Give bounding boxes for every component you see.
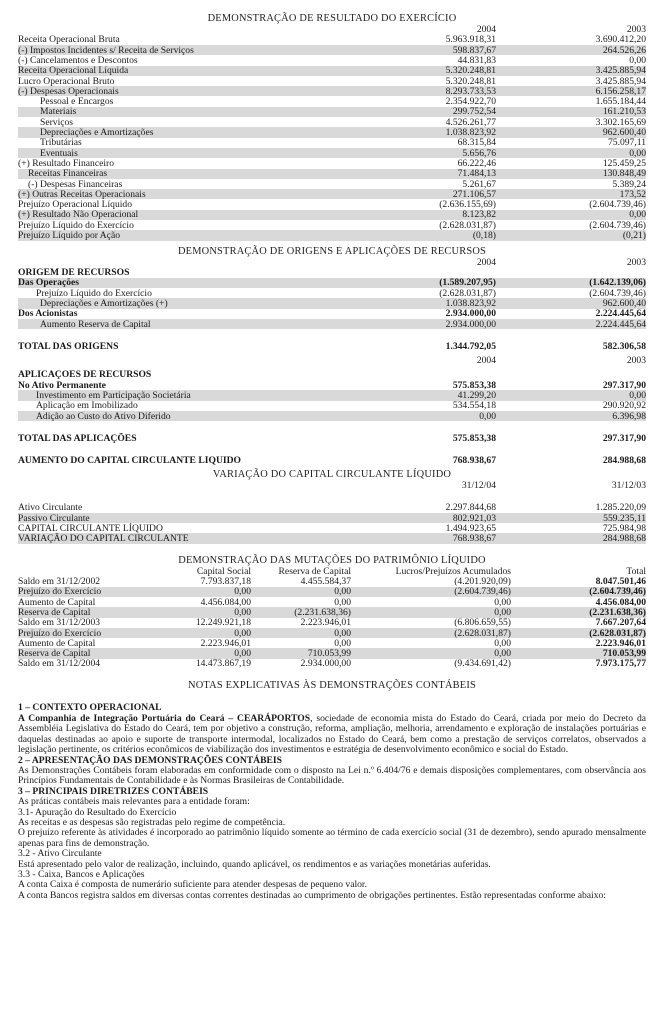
note-3-heading: 3 – PRINCIPAIS DIRETRIZES CONTÁBEIS: [18, 785, 209, 797]
dmpl-header-lucros: Lucros/Prejuízos Acumulados: [395, 566, 511, 577]
origem-value-v2004: 2.934.000,00: [346, 319, 496, 329]
dmpl-row: [18, 648, 646, 658]
dre-value-v2004: 5.320.248,81: [445, 75, 496, 87]
dmpl-row: [18, 628, 646, 638]
note-1-heading: 1 – CONTEXTO OPERACIONAL: [18, 702, 162, 714]
ccl-label: VARIAÇÃO DO CAPITAL CIRCULANTE: [18, 533, 346, 543]
dmpl-header-total: Total: [626, 566, 646, 577]
dre-row: [18, 76, 646, 86]
ccl-value-v2: 284.988,68: [496, 533, 646, 543]
doar-year-2004: 2004: [476, 257, 496, 268]
aplic-value-v2003: 290.920,92: [602, 400, 646, 411]
dre-value-v2003: 125.459,25: [602, 158, 646, 169]
origem-value-v2004: (1.589.207,95): [346, 278, 496, 288]
ccl-label: CAPITAL CIRCULANTE LÍQUIDO: [18, 523, 163, 534]
aumento-ccl-2003: 284.988,68: [602, 455, 646, 466]
total-aplicacoes-2003: 297.317,90: [602, 433, 646, 444]
dre-year-2003: 2003: [626, 24, 646, 35]
dre-label: (-) Despesas Financeiras: [28, 178, 123, 190]
note-2-text: As Demonstrações Contábeis foram elaboradas em conformidade com o disposto na Lei n.º 6.404/76 e demais disposições complementares, com observância aos Princípios Fundamentais de Contabilidade e às Normas Brasileiras de Contabilidade.: [18, 764, 646, 787]
dmpl-label: Aumento de Capital: [18, 638, 96, 649]
dmpl-value-c2: 0,00: [251, 587, 351, 597]
note-3-line: As receitas e as despesas são registradas pelo regime de competência.: [18, 816, 286, 828]
dre-value-v2004: 8.123,82: [346, 210, 496, 220]
dre-row: [18, 179, 646, 189]
dre-label: Receitas Financeiras: [18, 169, 346, 179]
dre-label: Prejuízo Líquido do Exercício: [18, 220, 134, 231]
dre-value-v2004: 598.837,67: [346, 45, 496, 55]
dre-value-v2003: (2.604.739,46): [589, 220, 646, 231]
aplic-label: No Ativo Permanente: [18, 380, 106, 391]
dre-label: (-) Cancelamentos e Descontos: [18, 55, 138, 66]
aplic-value-v2004: 41.299,20: [346, 390, 496, 400]
dre-value-v2003: 130.848,49: [496, 169, 646, 179]
dmpl-value-c3: (6.806.659,55): [454, 617, 511, 628]
dre-value-v2004: 5.963.918,31: [445, 34, 496, 45]
dmpl-value-total: 8.047.501,46: [595, 576, 646, 587]
ccl-value-v1: 1.494.923,65: [445, 523, 496, 534]
dre-label: (-) Despesas Operacionais: [18, 86, 346, 96]
total-origens-2004: 1.344.792,05: [445, 341, 496, 352]
dre-value-v2003: 75.097,11: [607, 137, 646, 148]
aplic-label: Adição ao Custo do Ativo Diferido: [18, 411, 346, 421]
doar-year-2003-b: 2003: [626, 355, 646, 366]
dmpl-row: [18, 607, 646, 617]
dre-value-v2004: 8.293.733,53: [346, 86, 496, 96]
dmpl-label: Saldo em 31/12/2004: [18, 658, 101, 670]
origem-value-v2003: (2.604.739,46): [589, 287, 646, 299]
note-1-company: A Companhia de Integração Portuária do Ceará – CEARÁPORTOS: [18, 712, 311, 724]
dmpl-value-c1: 0,00: [126, 648, 251, 658]
doar-year-2004-b: 2004: [476, 355, 496, 366]
aplic-value-v2004: 0,00: [346, 411, 496, 421]
aplic-heading-row: [18, 370, 646, 380]
note-3-line: A conta Bancos registra saldos em diversas contas correntes destinadas ao cumprimento de obrigações pertinentes. Estão representadas conforme abaixo:: [18, 889, 606, 901]
dre-row: [18, 199, 646, 209]
dmpl-header-capital: Capital Social: [196, 566, 251, 577]
ccl-date-2004: 31/12/04: [461, 480, 496, 491]
dre-label: Eventuais: [18, 148, 346, 158]
note-3-line: 3.1- Apuração do Resultado do Exercício: [18, 806, 177, 818]
dmpl-value-c3: (2.604.739,46): [351, 587, 511, 597]
dre-row: [18, 158, 646, 168]
aplic-row: [18, 390, 646, 400]
dre-label: Depreciações e Amortizações: [18, 127, 346, 137]
total-origens-row: [18, 341, 646, 351]
ccl-table: [18, 480, 646, 543]
dre-row: [18, 189, 646, 199]
note-1-body: , sociedade de economia mista do Estado do Ceará, criada por meio do Decreto da Assembléia Legislativa do Estado do Ceará, tem por objetivo a construção, reforma, ampliação, melhoria, arrendamento e exploração de instalações portuárias e daquelas destinadas ao apoio e suporte de transporte intermodal, localizados no Estado do Ceará, bem como a prestação de serviços correlatos, observados a legislação pertinente, os critérios econômicos de viabilização dos investimentos e estratégia de desenvolvimento econômico e social do Estado.: [18, 712, 646, 756]
dre-value-v2004: 299.752,54: [346, 107, 496, 117]
dre-row: [18, 86, 646, 96]
dre-value-v2004: 68.315,84: [457, 137, 496, 148]
origem-value-v2004: 2.934.000,00: [445, 308, 496, 319]
dmpl-value-total: 7.667.207,64: [595, 617, 646, 628]
dre-value-v2004: 2.354.922,70: [445, 96, 496, 107]
dre-value-v2003: 6.156.258,17: [496, 86, 646, 96]
origem-value-v2003: (1.642.139,06): [496, 278, 646, 288]
dre-label: (-) Impostos Incidentes s/ Receita de Serviços: [18, 45, 346, 55]
dre-label: Receita Operacional Bruta: [18, 34, 120, 45]
origem-heading: ORIGEM DE RECURSOS: [18, 267, 130, 278]
dre-row: [18, 66, 646, 76]
aplic-value-v2004: 575.853,38: [452, 380, 496, 391]
ccl-value-v2: 1.285.220,09: [595, 502, 646, 513]
dmpl-value-total: (2.604.739,46): [511, 587, 646, 597]
note-2-heading: 2 – APRESENTAÇÃO DAS DEMONSTRAÇÕES CONTÁBEIS: [18, 754, 282, 766]
dmpl-value-c1: 0,00: [126, 587, 251, 597]
dmpl-header-reserva: Reserva de Capital: [278, 566, 351, 577]
origem-label: Prejuízo Líquido do Exercício: [36, 287, 152, 299]
dre-value-v2003: (0,21): [496, 230, 646, 240]
dmpl-value-c1: 0,00: [126, 628, 251, 638]
dmpl-value-c2: 4.455.584,37: [300, 576, 351, 587]
dmpl-value-total: (2.231.638,36): [511, 607, 646, 617]
doar-year-2003: 2003: [626, 257, 646, 268]
dre-label: Pessoal e Encargos: [40, 96, 114, 107]
dmpl-value-total: (2.628.031,87): [511, 628, 646, 638]
ccl-row: [18, 533, 646, 543]
note-1-text: [18, 714, 646, 756]
dre-label: Lucro Operacional Bruto: [18, 75, 115, 87]
dre-row: [18, 138, 646, 148]
dre-value-v2003: 173,52: [496, 189, 646, 199]
aumento-ccl-label: AUMENTO DO CAPITAL CIRCULANTE LÍQUIDO: [18, 455, 241, 466]
dre-label: Materiais: [18, 107, 346, 117]
dre-value-v2003: 3.425.885,94: [496, 66, 646, 76]
ccl-value-v2: 725.984,98: [602, 523, 646, 534]
origem-row: [18, 309, 646, 319]
dre-row: [18, 148, 646, 158]
doar-title: DEMONSTRAÇÃO DE ORIGENS E APLICAÇÕES DE RECURSOS: [177, 245, 487, 257]
dre-title: DEMONSTRAÇÃO DE RESULTADO DO EXERCÍCIO: [207, 13, 457, 24]
dre-value-v2004: 66.222,46: [457, 158, 496, 169]
dre-label: Prejuízo Líquido por Ação: [18, 230, 346, 240]
dmpl-value-c1: 7.793.837,18: [200, 576, 251, 587]
dre-value-v2003: 0,00: [629, 55, 646, 66]
dre-value-v2004: (2.636.155,69): [439, 199, 496, 210]
note-3-line: 3.3 - Caixa, Bancos e Aplicações: [18, 868, 145, 880]
ccl-value-v1: 802.921,03: [346, 513, 496, 523]
dmpl-value-c3: 0,00: [494, 638, 511, 649]
origem-label: Dos Acionistas: [18, 308, 78, 319]
dre-label: Tributárias: [40, 137, 82, 148]
dre-row: [18, 96, 646, 106]
dre-value-v2003: 5.389,24: [612, 178, 646, 190]
dmpl-label: Saldo em 31/12/2002: [18, 576, 101, 587]
doar-header-row: [18, 257, 646, 267]
doar-table: [18, 257, 646, 466]
total-aplicacoes-label: TOTAL DAS APLICAÇÕES: [18, 433, 137, 444]
aumento-ccl-row: [18, 456, 646, 466]
dmpl-value-c3: (4.201.920,09): [454, 576, 511, 587]
dre-row: [18, 169, 646, 179]
dre-value-v2003: 1.655.184,44: [595, 96, 646, 107]
dmpl-value-c1: 0,00: [126, 607, 251, 617]
note-3-line: Está apresentado pelo valor de realização, incluindo, quando aplicável, os rendimentos e as variações monetárias auferidas.: [18, 858, 491, 870]
ccl-label: Passivo Circulante: [18, 513, 346, 523]
aplic-value-v2003: 6.396,98: [496, 411, 646, 421]
dre-row: [18, 127, 646, 137]
dre-value-v2004: (0,18): [346, 230, 496, 240]
dre-row: [18, 230, 646, 240]
ccl-row: [18, 523, 646, 533]
dmpl-row: [18, 659, 646, 669]
total-aplicacoes-row: [18, 433, 646, 443]
dmpl-value-c3: 0,00: [351, 648, 511, 658]
aplic-label: Investimento em Participação Societária: [18, 390, 346, 400]
aplic-row: [18, 401, 646, 411]
dre-row: [18, 35, 646, 45]
dmpl-label: Prejuízo do Exercício: [18, 587, 126, 597]
dre-row: [18, 107, 646, 117]
origem-heading-row: [18, 267, 646, 277]
aplic-value-v2004: 534.554,18: [452, 400, 496, 411]
ccl-date-2003: 31/12/03: [611, 480, 646, 491]
dmpl-label: Aumento de Capital: [18, 596, 96, 608]
dmpl-value-c1: 14.473.867,19: [195, 658, 251, 670]
aumento-ccl-2004: 768.938,67: [452, 455, 496, 466]
ccl-label: Ativo Circulante: [18, 502, 83, 513]
dre-value-v2004: 5.656,76: [346, 148, 496, 158]
origem-value-v2003: 2.224.445,64: [496, 319, 646, 329]
dre-row: [18, 117, 646, 127]
note-3-line: 3.2 - Ativo Circulante: [18, 848, 102, 860]
dre-label: (+) Outras Receitas Operacionais: [18, 189, 346, 199]
dmpl-value-c1: 2.223.946,01: [200, 638, 251, 649]
origem-row: [18, 278, 646, 288]
dmpl-value-c2: 0,00: [334, 638, 351, 649]
dmpl-label: Reserva de Capital: [18, 648, 126, 658]
origem-value-v2003: 962.600,40: [496, 298, 646, 308]
dmpl-row: [18, 638, 646, 648]
dre-value-v2004: 5.261,67: [462, 178, 496, 190]
aplic-label: Aplicação em Imobilizado: [36, 400, 138, 411]
note-3-line: O prejuízo referente às atividades é incorporado ao patrimônio líquido somente ao término de cada exercício social (31 de dezembro), sendo apurado mensalmente apenas para fins de demonstração.: [18, 827, 646, 849]
dmpl-header-row: [18, 566, 646, 576]
dre-label: Receita Operacional Líquida: [18, 66, 346, 76]
origem-row: [18, 298, 646, 308]
dmpl-value-c2: 2.934.000,00: [300, 658, 351, 670]
dre-value-v2003: 0,00: [496, 148, 646, 158]
dmpl-value-c3: (9.434.691,42): [454, 658, 511, 670]
aplic-value-v2003: 0,00: [496, 390, 646, 400]
dre-value-v2003: 161.210,53: [496, 107, 646, 117]
dmpl-value-c3: 0,00: [351, 607, 511, 617]
dre-value-v2003: 0,00: [496, 210, 646, 220]
dre-year-2004: 2004: [476, 24, 496, 35]
dre-label: (+) Resultado Não Operacional: [18, 210, 346, 220]
dre-header-row: [18, 24, 646, 34]
dmpl-row: [18, 597, 646, 607]
dre-value-v2003: (2.604.739,46): [589, 199, 646, 210]
dre-value-v2003: 3.425.885,94: [595, 75, 646, 87]
dmpl-value-c3: (2.628.031,87): [351, 628, 511, 638]
dre-row: [18, 55, 646, 65]
origem-row: [18, 319, 646, 329]
dmpl-value-c2: 0,00: [251, 628, 351, 638]
dmpl-label: Prejuízo do Exercício: [18, 628, 126, 638]
dmpl-value-total: 7.973.175,77: [595, 658, 646, 670]
dmpl-value-c3: 0,00: [494, 596, 511, 608]
dre-value-v2004: 4.526.261,77: [445, 117, 496, 128]
dmpl-value-c1: 12.249.921,18: [195, 617, 251, 628]
note-3-lines: [18, 797, 646, 901]
dre-value-v2003: 962.600,40: [496, 127, 646, 137]
origem-value-v2004: (2.628.031,87): [439, 287, 496, 299]
dre-label: (+) Resultado Financeiro: [18, 158, 114, 169]
origem-row: [18, 288, 646, 298]
dmpl-label: Reserva de Capital: [18, 607, 126, 617]
dmpl-value-total: 4.456.084,00: [595, 596, 646, 608]
doar-header-row-2: [18, 355, 646, 365]
origem-label: Depreciações e Amortizações (+): [18, 298, 346, 308]
dmpl-label: Saldo em 31/12/2003: [18, 617, 101, 628]
notes-title: NOTAS EXPLICATIVAS ÀS DEMONSTRAÇÕES CONTÁBEIS: [188, 680, 476, 692]
dmpl-title: DEMONSTRAÇÃO DAS MUTAÇÕES DO PATRIMÔNIO LÍQUIDO: [178, 554, 486, 566]
dre-value-v2004: (2.628.031,87): [439, 220, 496, 231]
dmpl-value-c1: 4.456.084,00: [200, 596, 251, 608]
dmpl-table: [18, 566, 646, 669]
total-origens-label: TOTAL DAS ORIGENS: [18, 341, 119, 352]
dre-value-v2004: 44.831,83: [457, 55, 496, 66]
dre-value-v2004: 1.038.823,92: [346, 127, 496, 137]
origem-value-v2003: 2.224.445,64: [595, 308, 646, 319]
dmpl-value-c2: 2.223.946,01: [300, 617, 351, 628]
ccl-row: [18, 503, 646, 513]
aplic-row: [18, 380, 646, 390]
dmpl-value-total: 2.223.946,01: [595, 638, 646, 649]
ccl-header-row: [18, 480, 646, 490]
ccl-value-v1: 2.297.844,68: [445, 502, 496, 513]
notes-body: [18, 703, 646, 901]
total-aplicacoes-2004: 575.853,38: [452, 433, 496, 444]
ccl-title: VARIAÇÃO DO CAPITAL CIRCULANTE LÍQUIDO: [212, 468, 452, 480]
origem-label: Das Operações: [18, 278, 346, 288]
dmpl-row: [18, 618, 646, 628]
origem-label: Aumento Reserva de Capital: [18, 319, 346, 329]
dre-table: [18, 24, 646, 240]
dmpl-value-c2: (2.231.638,36): [251, 607, 351, 617]
dre-value-v2004: 5.320.248,81: [346, 66, 496, 76]
dre-label: Prejuízo Operacional Líquido: [18, 199, 133, 210]
ccl-value-v1: 768.938,67: [346, 533, 496, 543]
aplic-value-v2003: 297.317,90: [602, 380, 646, 391]
dmpl-value-c2: 0,00: [334, 596, 351, 608]
dre-row: [18, 45, 646, 55]
origem-value-v2004: 1.038.823,92: [346, 298, 496, 308]
dre-value-v2003: 264.526,26: [496, 45, 646, 55]
dre-value-v2004: 71.484,13: [346, 169, 496, 179]
aplic-heading: APLICAÇÕES DE RECURSOS: [18, 369, 152, 381]
dmpl-value-c2: 710.053,99: [251, 648, 351, 658]
dre-value-v2004: 271.106,57: [346, 189, 496, 199]
ccl-value-v2: 559.235,11: [496, 513, 646, 523]
note-3-line: A conta Caixa é composta de numerário suficiente para atender despesas de pequeno valor.: [18, 879, 367, 891]
dmpl-row: [18, 587, 646, 597]
note-3-line: As práticas contábeis mais relevantes para a entidade foram:: [18, 796, 250, 808]
dre-value-v2003: 3.302.165,69: [595, 117, 646, 128]
total-origens-2003: 582.306,58: [602, 341, 646, 352]
dmpl-row: [18, 576, 646, 586]
dre-row: [18, 210, 646, 220]
dre-value-v2003: 3.690.412,20: [595, 34, 646, 45]
aplic-row: [18, 411, 646, 421]
dre-row: [18, 220, 646, 230]
dre-label: Serviços: [40, 117, 74, 128]
dmpl-value-total: 710.053,99: [511, 648, 646, 658]
ccl-row: [18, 513, 646, 523]
